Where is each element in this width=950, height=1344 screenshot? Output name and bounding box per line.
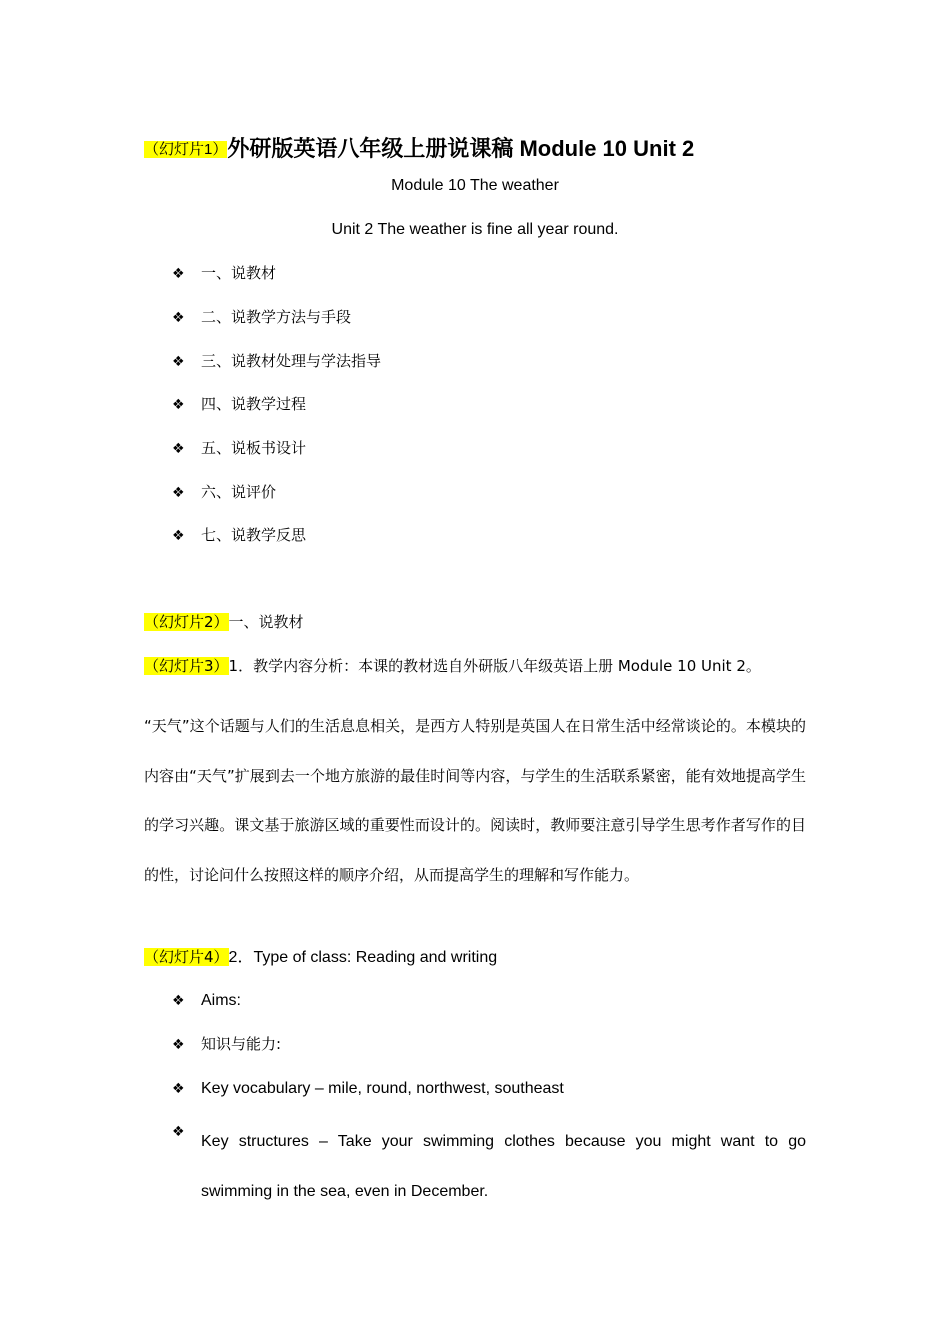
outline-item bbox=[172, 306, 351, 329]
outline-item-label: 四、说教学过程 bbox=[201, 395, 307, 413]
outline-item-label: 六、说评价 bbox=[201, 483, 277, 501]
bullet-icon: ❖ bbox=[172, 397, 185, 413]
aims-item-label: Aims: bbox=[201, 992, 241, 1009]
outline-item bbox=[172, 437, 306, 460]
slide4-line bbox=[144, 946, 497, 969]
outline-item bbox=[172, 481, 276, 504]
outline-item bbox=[172, 262, 276, 285]
bullet-icon: ❖ bbox=[172, 1081, 185, 1097]
slide3-line bbox=[144, 655, 761, 677]
slide4-text: 2．Type of class: Reading and writing bbox=[228, 949, 498, 966]
outline-item-label: 三、说教材处理与学法指导 bbox=[201, 352, 382, 370]
slide2-line bbox=[144, 611, 304, 633]
aims-item bbox=[172, 989, 241, 1012]
bullet-icon: ❖ bbox=[172, 310, 185, 326]
outline-item-label: 二、说教学方法与手段 bbox=[201, 308, 352, 326]
slide3-body-paragraph: “天气”这个话题与人们的生活息息相关，是西方人特别是英国人在日常生活中经常谈论的。本模块的内容由“天气”扩展到去一个地方旅游的最佳时间等内容，与学生的生活联系紧密，能有效地提高学生的学习兴趣。课文基于旅游区域的重要性而设计的。阅读时，教师要注意引导学生思考作者写作的目的性，讨论问什么按照这样的顺序介绍，从而提高学生的理解和写作能力。 bbox=[144, 717, 806, 884]
outline-item bbox=[172, 393, 306, 416]
bullet-icon: ❖ bbox=[172, 528, 185, 544]
bullet-icon: ❖ bbox=[172, 354, 185, 370]
document-title bbox=[144, 133, 694, 166]
aims-item bbox=[172, 1077, 564, 1100]
key-structures-paragraph: Key structures – Take your swimming clothes because you might want to go swimming in the sea, even in December. bbox=[201, 1133, 806, 1200]
slide-tag-3: （幻灯片3） bbox=[144, 657, 229, 675]
slide3-lead: 1．教学内容分析：本课的教材选自外研版八年级英语上册 Module 10 Unit 2。 bbox=[228, 657, 761, 675]
unit-line: Unit 2 The weather is fine all year round. bbox=[331, 221, 619, 238]
slide2-text: 一、说教材 bbox=[228, 613, 304, 631]
aims-item-label: Key vocabulary – mile, round, northwest, southeast bbox=[201, 1080, 564, 1097]
slide-tag-4: （幻灯片4） bbox=[144, 948, 229, 966]
aims-item bbox=[172, 1033, 281, 1056]
bullet-icon: ❖ bbox=[172, 266, 185, 282]
title-text: 外研版英语八年级上册说课稿 Module 10 Unit 2 bbox=[227, 136, 695, 161]
outline-item bbox=[172, 524, 306, 547]
slide-tag-1: （幻灯片1） bbox=[144, 141, 228, 158]
bullet-icon: ❖ bbox=[172, 441, 185, 457]
bullet-icon: ❖ bbox=[172, 1124, 185, 1140]
bullet-icon: ❖ bbox=[172, 993, 185, 1009]
bullet-icon: ❖ bbox=[172, 1037, 185, 1053]
bullet-icon: ❖ bbox=[172, 485, 185, 501]
aims-item-label: 知识与能力: bbox=[201, 1035, 282, 1053]
slide-tag-2: （幻灯片2） bbox=[144, 613, 229, 631]
module-line: Module 10 The weather bbox=[391, 177, 559, 194]
outline-item-label: 五、说板书设计 bbox=[201, 439, 307, 457]
outline-item bbox=[172, 350, 381, 373]
outline-item-label: 七、说教学反思 bbox=[201, 526, 307, 544]
outline-item-label: 一、说教材 bbox=[201, 264, 277, 282]
